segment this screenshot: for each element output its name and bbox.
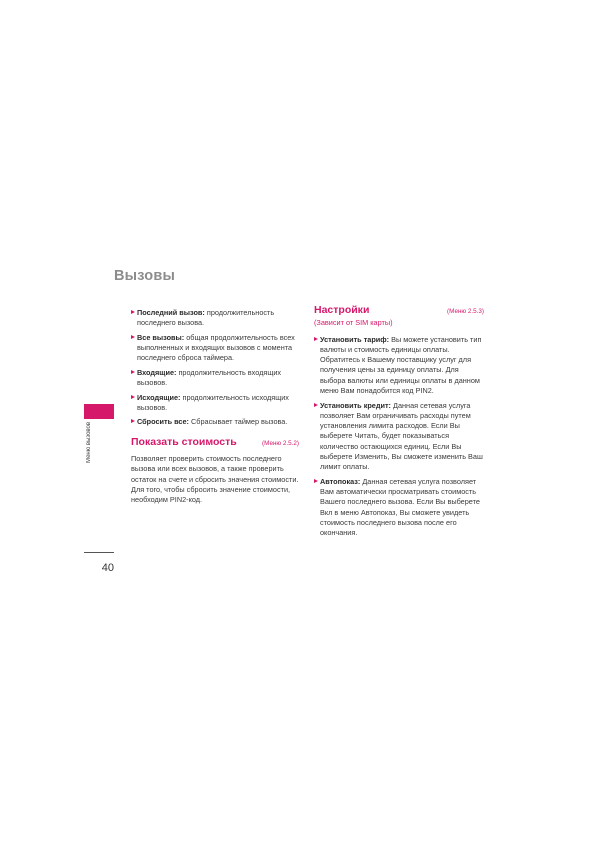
- list-item: [314, 401, 484, 473]
- page-number: 40: [101, 562, 114, 574]
- item-term: Установить кредит:: [320, 400, 391, 410]
- item-term: Последний вызов:: [137, 308, 205, 317]
- bullet-triangle-icon: [131, 370, 135, 374]
- item-term: Сбросить все:: [137, 417, 189, 427]
- item-term: Автопоказ:: [320, 476, 361, 486]
- item-text: продолжительность входящих вызовов.: [137, 367, 282, 388]
- item-term: Входящие:: [137, 367, 177, 377]
- left-column: [131, 308, 299, 506]
- cost-menu-ref: (Меню 2.5.2): [262, 439, 299, 447]
- cost-description: Позволяет проверить стоимость последнего вызова или всех вызовов, а также проверить остаток на счете и сбросить значения стоимости. Для того, чтобы сбросить значение стоимости, необходим PIN2-код.: [131, 454, 299, 505]
- section-title: Вызовы: [114, 268, 176, 284]
- item-text: Вы можете установить тип валюты и стоимость единицы оплаты. Обратитесь к Вашему поставщику услуг для получения цены за единицу оплаты. Для выбора валюты или единицы оплаты в данном меню Вам понадобится код PIN2.: [320, 334, 482, 396]
- list-item: [314, 477, 484, 539]
- item-term: Все вызовы:: [137, 332, 185, 342]
- item-text: продолжительность последнего вызова.: [137, 308, 275, 328]
- page-number-rule: [84, 552, 114, 553]
- item-text: Данная сетевая услуга позволяет Вам ограничивать расходы путем установления лимита расходов. Если Вы выберете Читать, будет показываться количество остающихся единиц. Если Вы выберете Изменить, Вы сможете изменить Ваш лимит оплаты.: [320, 400, 483, 472]
- item-term: Исходящие:: [137, 392, 181, 402]
- settings-menu-ref: (Меню 2.5.3): [447, 308, 484, 315]
- settings-title: Настройки: [314, 304, 370, 316]
- list-item: [131, 333, 299, 364]
- item-term: Установить тариф:: [320, 334, 390, 344]
- bullet-triangle-icon: [314, 479, 318, 483]
- list-item: [131, 308, 299, 329]
- item-text: Данная сетевая услуга позволяет Вам автоматически просматривать стоимость Вашего последнего вызова. Если Вы выберете Вкл в меню Автопоказ, Вы сможете увидеть стоимость последнего вызова после его окончания.: [320, 476, 480, 538]
- section-tab-marker: [84, 404, 114, 419]
- bullet-triangle-icon: [314, 337, 318, 341]
- bullet-triangle-icon: [131, 310, 135, 314]
- item-text: продолжительность исходящих вызовов.: [137, 392, 289, 412]
- item-text: Сбрасывает таймер вызова.: [188, 417, 288, 427]
- bullet-triangle-icon: [314, 403, 318, 407]
- bullet-triangle-icon: [131, 419, 135, 423]
- sim-note: (Зависит от SIM карты): [314, 318, 393, 328]
- list-item: [314, 335, 484, 397]
- list-item: [131, 368, 299, 389]
- right-column: [314, 305, 484, 543]
- bullet-triangle-icon: [131, 335, 135, 339]
- side-section-label: Меню вызовов: [86, 421, 92, 463]
- cost-title: Показать стоимость: [131, 435, 237, 448]
- settings-heading: [314, 305, 484, 317]
- cost-heading: [131, 437, 299, 449]
- bullet-triangle-icon: [131, 395, 135, 399]
- list-item: [131, 417, 299, 427]
- item-text: общая продолжительность всех выполненных и входящих вызовов с момента последнего сброса таймера.: [137, 332, 295, 363]
- list-item: [131, 393, 299, 414]
